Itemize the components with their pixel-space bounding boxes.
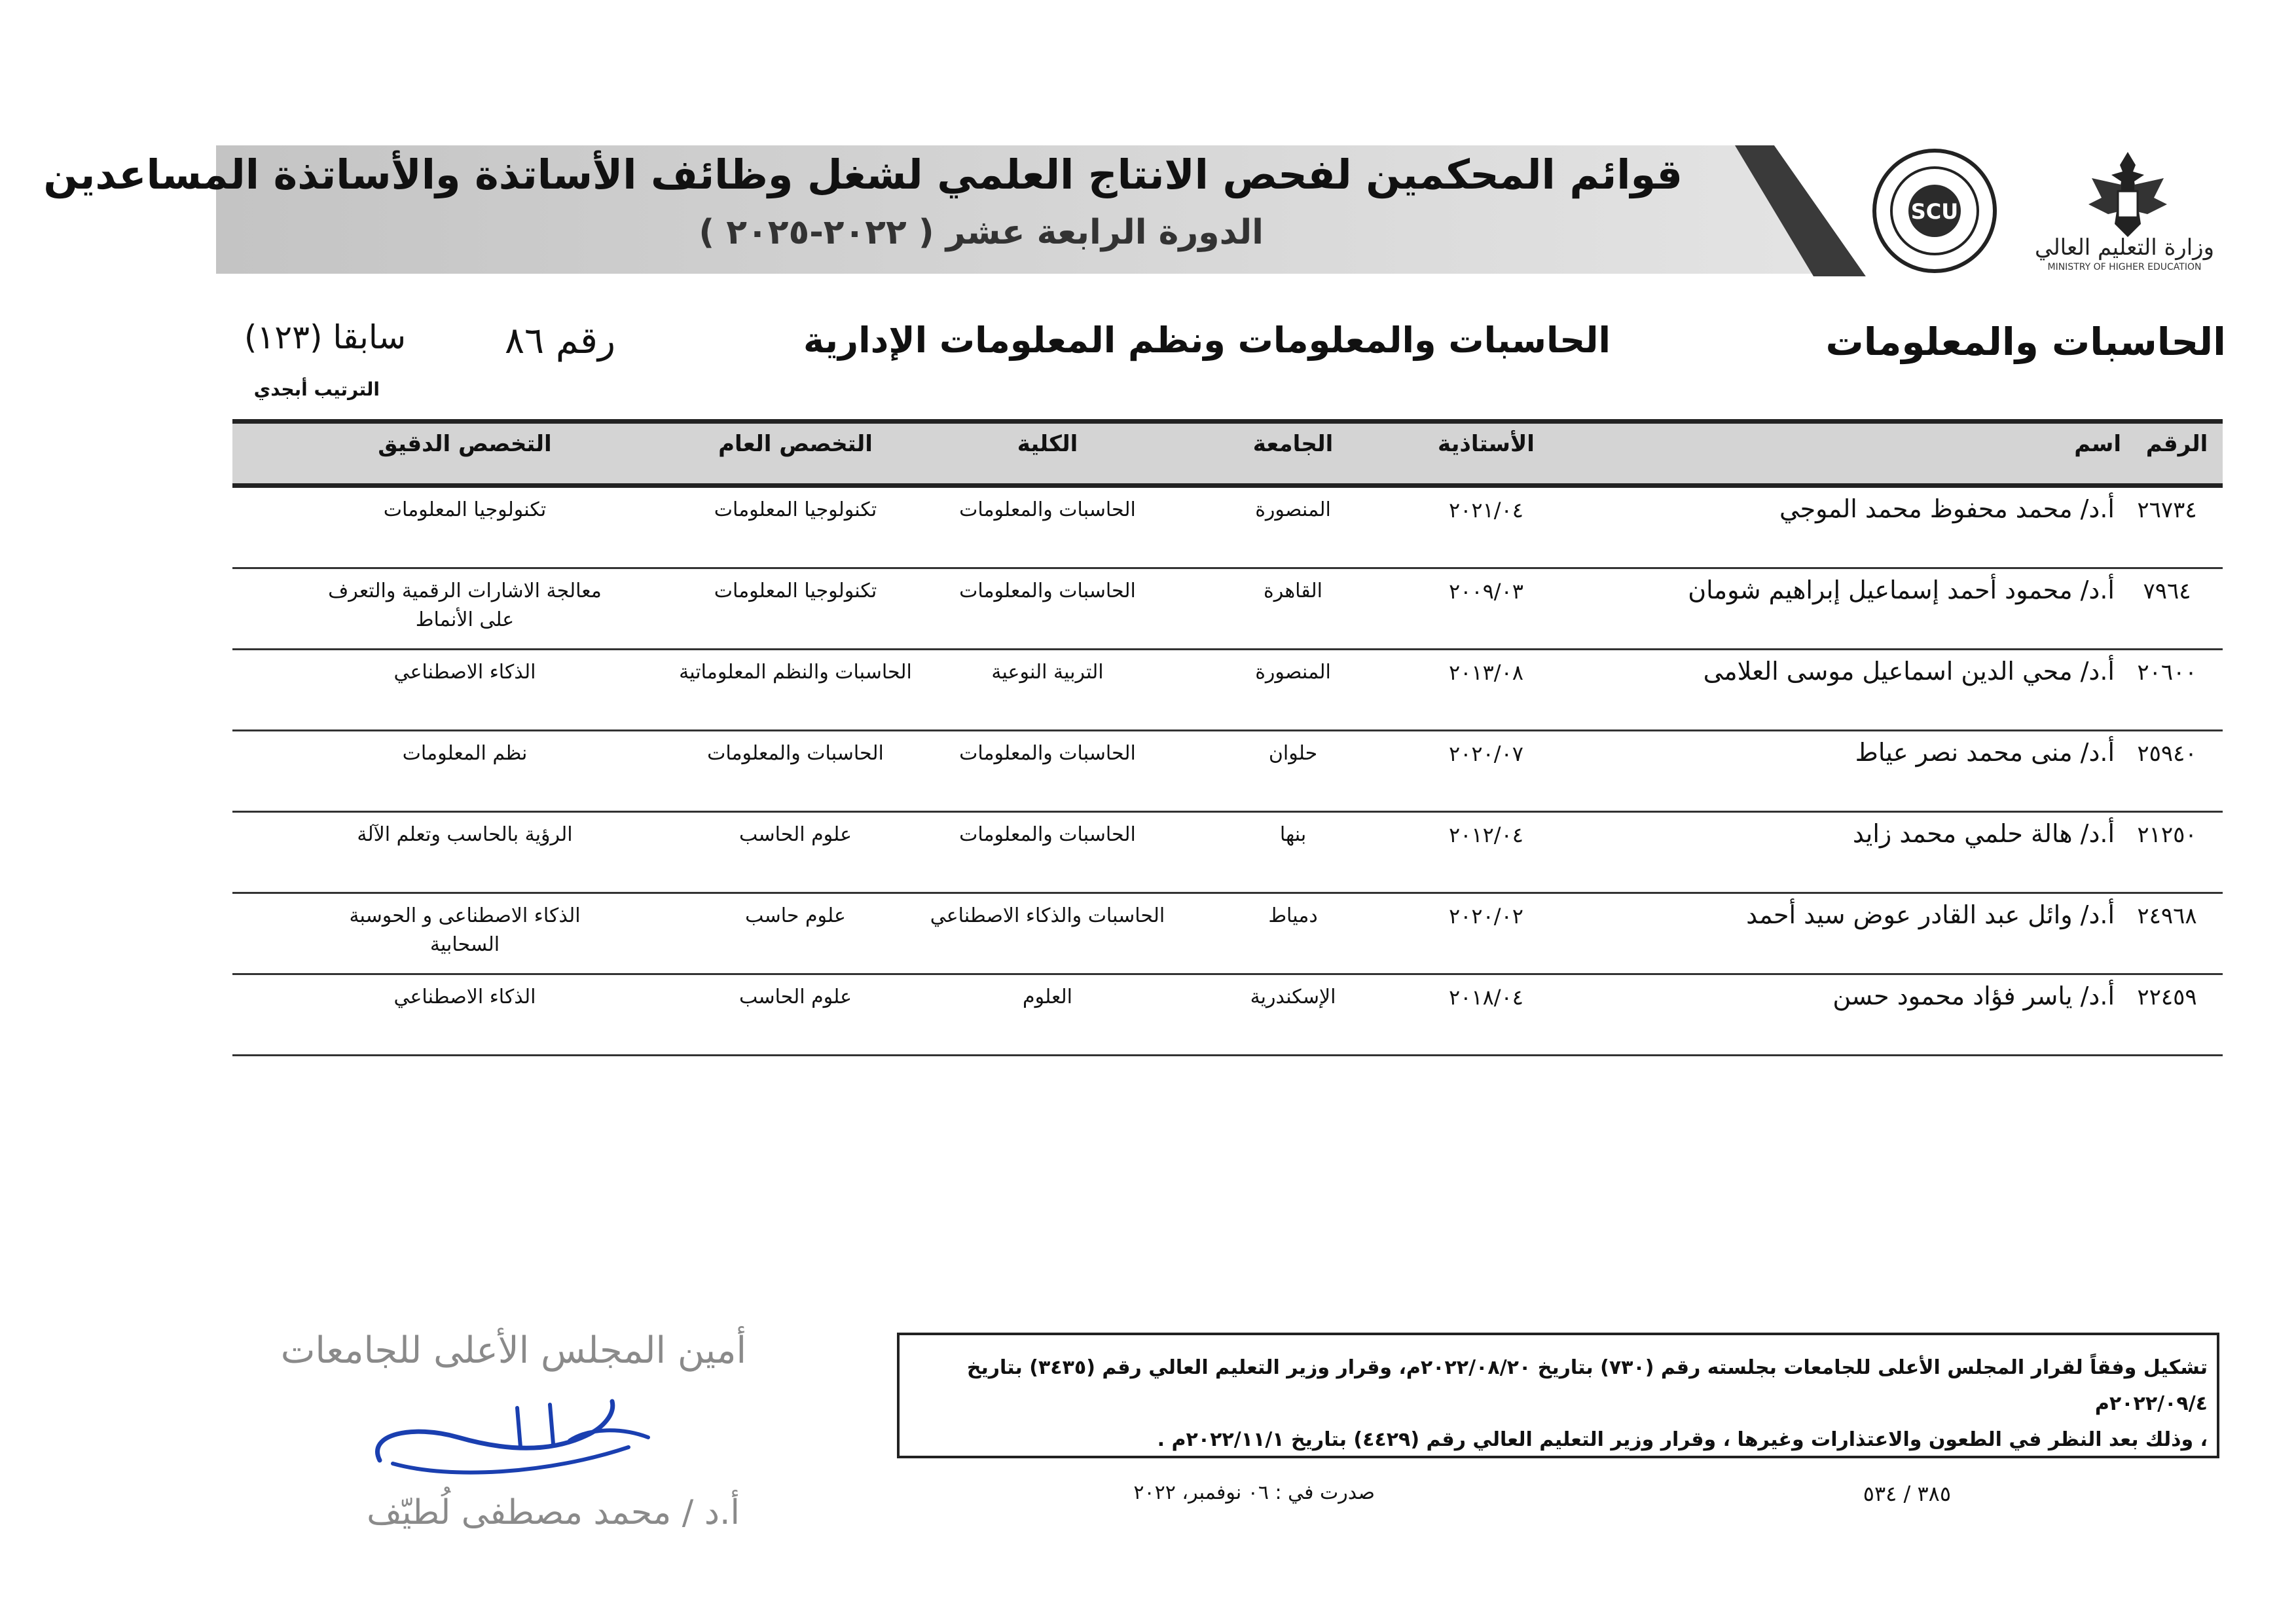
committee-number: رقم ٨٦	[504, 320, 615, 362]
cell-name: أ.د/ محمود أحمد إسماعيل إبراهيم شومان	[1688, 576, 2115, 604]
cell-prof: ٢٠٢١/٠٤	[1449, 498, 1523, 523]
cell-specific: تكنولوجيا المعلومات	[383, 498, 547, 521]
cell-univ: دمياط	[1268, 904, 1318, 927]
cell-univ: الإسكندرية	[1250, 986, 1336, 1008]
cell-faculty: الحاسبات والمعلومات	[959, 823, 1136, 846]
cell-specific: الذكاء الاصطناعي	[393, 986, 536, 1008]
cell-name: أ.د/ ياسر فؤاد محمود حسن	[1832, 982, 2115, 1010]
cell-general: الحاسبات والمعلومات	[707, 742, 884, 765]
cell-prof: ٢٠١٢/٠٤	[1449, 822, 1523, 847]
cell-num: ٢٦٧٣٤	[2137, 497, 2197, 523]
cell-num: ٧٩٦٤	[2143, 578, 2191, 604]
cell-num: ٢٠٦٠٠	[2137, 659, 2197, 686]
document-title: قوائم المحكمين لفحص الانتاج العلمي لشغل وظائف الأساتذة والأساتذة المساعدين	[43, 151, 1683, 198]
cell-faculty: العلوم	[1023, 986, 1072, 1008]
cell-specific: نظم المعلومات	[402, 742, 528, 765]
cell-general: علوم الحاسب	[738, 986, 852, 1008]
secretary-title: أمين المجلس الأعلى للجامعات	[280, 1329, 746, 1372]
cell-faculty: الحاسبات والمعلومات	[959, 580, 1136, 602]
cell-name: أ.د/ منى محمد نصر عياط	[1855, 738, 2115, 767]
table-row	[232, 731, 2223, 813]
cell-general: تكنولوجيا المعلومات	[714, 498, 877, 521]
cell-prof: ٢٠١٨/٠٤	[1449, 985, 1523, 1010]
cell-univ: حلوان	[1268, 742, 1318, 765]
cell-univ: القاهرة	[1264, 580, 1322, 602]
committee-name: الحاسبات والمعلومات ونظم المعلومات الإدارية	[803, 320, 1611, 361]
scu-logo-text: SCU	[1910, 199, 1959, 224]
sort-order-note: الترتيب أبجدي	[253, 378, 380, 400]
page-reference: ٣٨٥ / ٥٣٤	[1863, 1481, 1951, 1506]
table-row	[232, 650, 2223, 731]
ministry-name-ar: وزارة التعليم العالي	[2034, 234, 2214, 261]
cell-prof: ٢٠٠٩/٠٣	[1449, 579, 1523, 604]
header-num: الرقم	[2145, 431, 2208, 457]
cell-name: أ.د/ محمد محفوظ محمد الموجي	[1779, 494, 2115, 523]
cell-name: أ.د/ محي الدين اسماعيل موسى العلامى	[1703, 657, 2115, 686]
cell-specific: الرؤية بالحاسب وتعلم الآلة	[357, 823, 573, 846]
header-prof: الأستاذية	[1438, 431, 1535, 457]
cell-specific: الذكاء الاصطناعي	[393, 661, 536, 684]
cell-specific: معالجة الاشارات الرقمية والتعرف على الأنماط	[328, 580, 602, 631]
previous-number: سابقا (١٢٣)	[244, 318, 406, 356]
ministry-name-en: MINISTRY OF HIGHER EDUCATION	[2047, 262, 2202, 272]
header-general: التخصص العام	[718, 431, 873, 457]
cell-general: تكنولوجيا المعلومات	[714, 580, 877, 602]
table-row	[232, 569, 2223, 650]
cell-general: الحاسبات والنظم المعلوماتية	[679, 661, 912, 684]
cell-specific: الذكاء الاصطناعى و الحوسبة السحابية	[349, 904, 581, 956]
scu-logo-icon	[1869, 145, 2000, 276]
header-faculty: الكلية	[1017, 431, 1078, 457]
table-row	[232, 813, 2223, 894]
cell-faculty: التربية النوعية	[991, 661, 1104, 684]
cell-num: ٢٢٤٥٩	[2137, 984, 2197, 1010]
cell-general: علوم حاسب	[745, 904, 846, 927]
decision-note-line-1: تشكيل وفقاً لقرار المجلس الأعلى للجامعات بجلسته رقم (٧٣٠) بتاريخ ٢٠٢٢/٠٨/٢٠م، وقرار وزير التعليم العالي رقم (٣٤٣٥) بتاريخ ٢٠٢٢/٠٩/٤م	[966, 1356, 2208, 1415]
session-title: الدورة الرابعة عشر ( ٢٠٢٢-٢٠٢٥ )	[699, 213, 1264, 252]
cell-faculty: الحاسبات والمعلومات	[959, 742, 1136, 765]
cell-general: علوم الحاسب	[738, 823, 852, 846]
cell-prof: ٢٠١٣/٠٨	[1449, 660, 1523, 685]
table-row	[232, 894, 2223, 975]
cell-univ: المنصورة	[1255, 661, 1331, 684]
header-name: اسم	[2074, 431, 2121, 457]
sector-name: الحاسبات والمعلومات	[1825, 320, 2226, 364]
header-univ: الجامعة	[1252, 431, 1334, 457]
cell-name: أ.د/ هالة حلمي محمد زايد	[1852, 819, 2115, 848]
issue-date: صدرت في : ٠٦ نوفمبر، ٢٠٢٢	[1133, 1481, 1375, 1504]
table-row	[232, 488, 2223, 569]
decision-note-box	[897, 1333, 2219, 1458]
cell-prof: ٢٠٢٠/٠٧	[1449, 741, 1523, 766]
cell-num: ٢٥٩٤٠	[2137, 741, 2197, 767]
banner-wedge-decoration	[1735, 145, 1866, 276]
cell-num: ٢١٢٥٠	[2137, 822, 2197, 848]
cell-num: ٢٤٩٦٨	[2137, 903, 2197, 929]
signature-icon	[354, 1388, 681, 1500]
header-specific: التخصص الدقيق	[378, 431, 552, 457]
cell-univ: بنها	[1279, 823, 1307, 846]
cell-prof: ٢٠٢٠/٠٢	[1449, 904, 1523, 929]
cell-univ: المنصورة	[1255, 498, 1331, 521]
secretary-name: أ.د / محمد مصطفى لُطيّف	[367, 1493, 740, 1532]
cell-faculty: الحاسبات والمعلومات	[959, 498, 1136, 521]
table-row	[232, 975, 2223, 1056]
decision-note-line-2: ، وذلك بعد النظر في الطعون والاعتذارات وغيرها ، وقرار وزير التعليم العالي رقم (٤٤٢٩) بتاريخ ٢٠٢٢/١١/١م .	[1157, 1428, 2208, 1451]
cell-faculty: الحاسبات والذكاء الاصطناعي	[930, 904, 1165, 927]
cell-name: أ.د/ وائل عبد القادر عوض سيد أحمد	[1746, 900, 2115, 929]
